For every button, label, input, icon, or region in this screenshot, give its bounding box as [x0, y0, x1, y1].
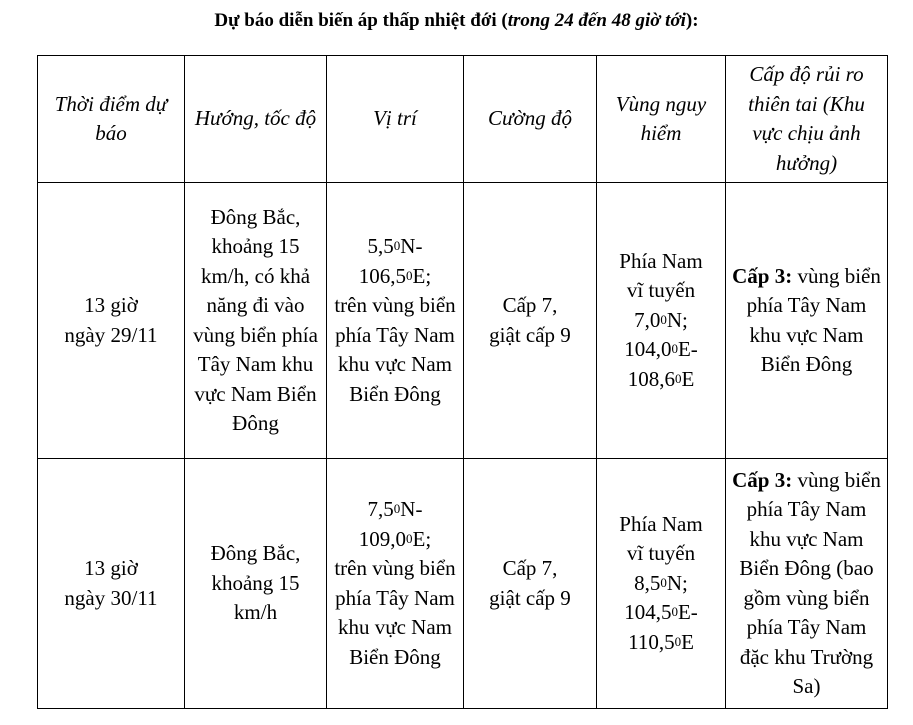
title-italic-text: trong 24 đến 48 giờ tới [507, 10, 686, 31]
risk-area-text: vùng biển phía Tây Nam khu vực Nam Biển Đông [746, 263, 881, 376]
header-danger-zone: Vùng nguy hiểm [597, 56, 726, 183]
table-row [38, 183, 888, 459]
cell-intensity: Cấp 7, giật cấp 9 [464, 459, 597, 709]
cell-risk-level [726, 459, 888, 709]
table-header-row [38, 56, 888, 183]
cell-position: $7,5^0N-$ 109,0$^0$E; trên vùng biển phía Tây Nam khu vực Nam Biển Đông [327, 459, 464, 709]
cell-direction-speed: Đông Bắc, khoảng 15 km/h, có khả năng đi vào vùng biển phía Tây Nam khu vực Nam Biển Đông [185, 183, 327, 459]
cell-intensity: Cấp 7, giật cấp 9 [464, 183, 597, 459]
cell-danger-zone: Phía Nam vĩ tuyến $8,5^0N$; 104,5$^0$E- 110,5$^0$E [597, 459, 726, 709]
cell-direction-speed: Đông Bắc, khoảng 15 km/h [185, 459, 327, 709]
risk-level-label: Cấp 3: [732, 263, 793, 288]
risk-level-label: Cấp 3: [732, 467, 793, 492]
time-date: ngày 29/11 [64, 322, 158, 347]
cell-danger-zone: Phía Nam vĩ tuyến $7,0^0N$; 104,0$^0$E- 108,6$^0$E [597, 183, 726, 459]
time-date: ngày 30/11 [64, 585, 158, 610]
cell-forecast-time [38, 183, 185, 459]
title-bold-text: Dự báo diễn biến áp thấp nhiệt đới ( [214, 10, 508, 31]
forecast-table [37, 55, 888, 709]
time-hour: 13 giờ [84, 556, 138, 580]
title-tail-text: ): [685, 10, 699, 31]
header-position: Vị trí [327, 56, 464, 183]
cell-forecast-time [38, 459, 185, 709]
header-forecast-time: Thời điểm dự báo [38, 56, 185, 183]
cell-risk-level [726, 183, 888, 459]
position-description: trên vùng biển phía Tây Nam khu vực Nam Biển Đông [334, 556, 456, 669]
header-intensity: Cường độ [464, 56, 597, 183]
cell-position: $5,5^0N-$ 106,5$^0$E; trên vùng biển phía Tây Nam khu vực Nam Biển Đông [327, 183, 464, 459]
table-row [38, 459, 888, 709]
position-description: trên vùng biển phía Tây Nam khu vực Nam Biển Đông [334, 293, 456, 406]
forecast-title [0, 6, 913, 36]
time-hour: 13 giờ [84, 293, 138, 317]
header-risk-level: Cấp độ rủi ro thiên tai (Khu vực chịu ảnh hưởng) [726, 56, 888, 183]
risk-area-text: vùng biển phía Tây Nam khu vực Nam Biển Đông (bao gồm vùng biển phía Tây Nam đặc khu Trường Sa) [739, 467, 881, 698]
header-direction-speed: Hướng, tốc độ [185, 56, 327, 183]
